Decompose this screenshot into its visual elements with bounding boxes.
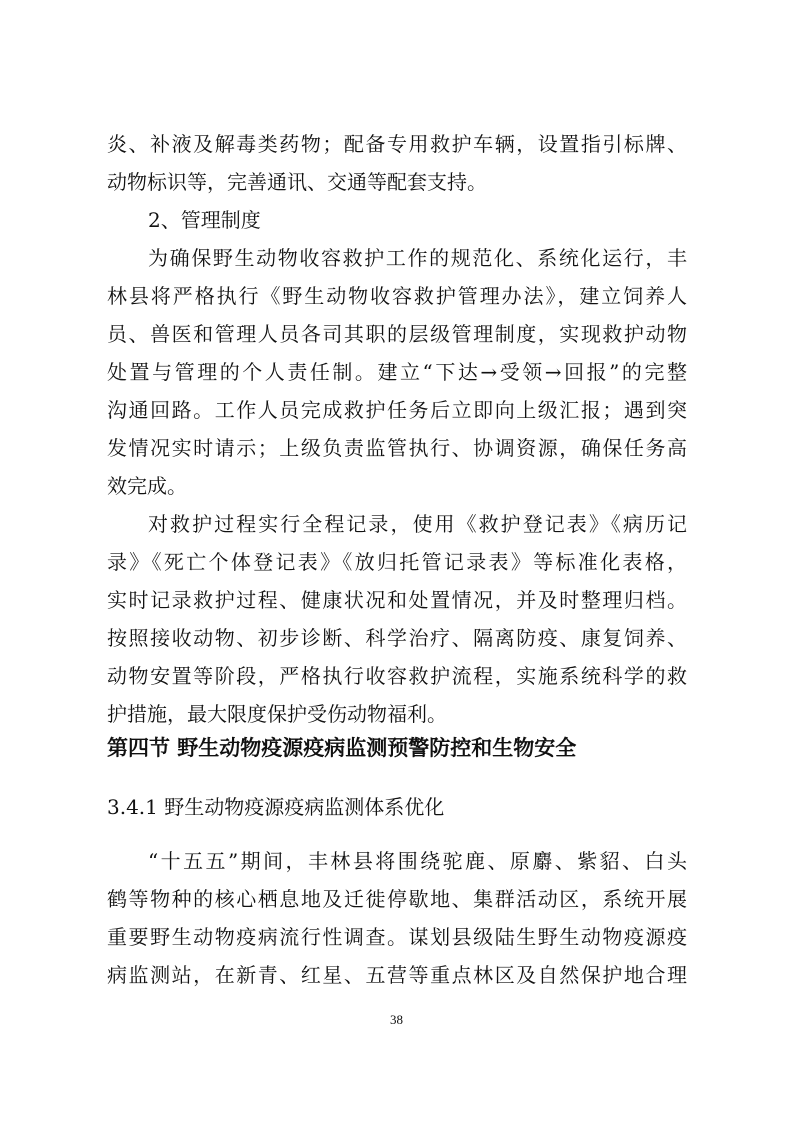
paragraph-line: 按照接收动物、初步诊断、科学治疗、隔离防疫、康复饲养、 [107,626,687,650]
paragraph-line: 沟通回路。工作人员完成救护任务后立即向上级汇报；遇到突 [107,398,687,422]
paragraph-line: 病监测站，在新青、红星、五营等重点林区及自然保护地合理 [107,963,687,987]
paragraph-line: 处置与管理的个人责任制。建立“下达→受领→回报”的完整 [107,360,687,384]
paragraph-line: 重要野生动物疫病流行性调查。谋划县级陆生野生动物疫源疫 [107,925,687,949]
paragraph-line: 对救护过程实行全程记录，使用《救护登记表》《病历记 [148,512,687,536]
section-title: 第四节 野生动物疫源疫病监测预警防控和生物安全 [107,736,577,760]
paragraph-line: 动物标识等，完善通讯、交通等配套支持。 [107,170,487,194]
sub-heading: 2、管理制度 [148,208,261,232]
paragraph-line: 录》《死亡个体登记表》《放归托管记录表》等标准化表格， [107,550,687,574]
paragraph-line: 发情况实时请示；上级负责监管执行、协调资源，确保任务高 [107,436,687,460]
paragraph-line: 员、兽医和管理人员各司其职的层级管理制度，实现救护动物 [107,322,687,346]
paragraph-line: 炎、补液及解毒类药物；配备专用救护车辆，设置指引标牌、 [107,132,687,156]
paragraph-line: 林县将严格执行《野生动物收容救护管理办法》，建立饲养人 [107,284,687,308]
paragraph-line: 护措施，最大限度保护受伤动物福利。 [107,702,447,726]
paragraph-line: 动物安置等阶段，严格执行收容救护流程，实施系统科学的救 [107,664,687,688]
paragraph-line: “十五五”期间，丰林县将围绕驼鹿、原麝、紫貂、白头 [148,849,687,873]
subsection-title: 3.4.1 野生动物疫源疫病监测体系优化 [107,795,445,819]
page-number: 38 [390,1012,403,1027]
paragraph-line: 为确保野生动物收容救护工作的规范化、系统化运行，丰 [148,246,687,270]
paragraph-line: 鹤等物种的核心栖息地及迁徙停歇地、集群活动区，系统开展 [107,887,687,911]
paragraph-line: 实时记录救护过程、健康状况和处置情况，并及时整理归档。 [107,588,687,612]
paragraph-line: 效完成。 [107,474,187,498]
